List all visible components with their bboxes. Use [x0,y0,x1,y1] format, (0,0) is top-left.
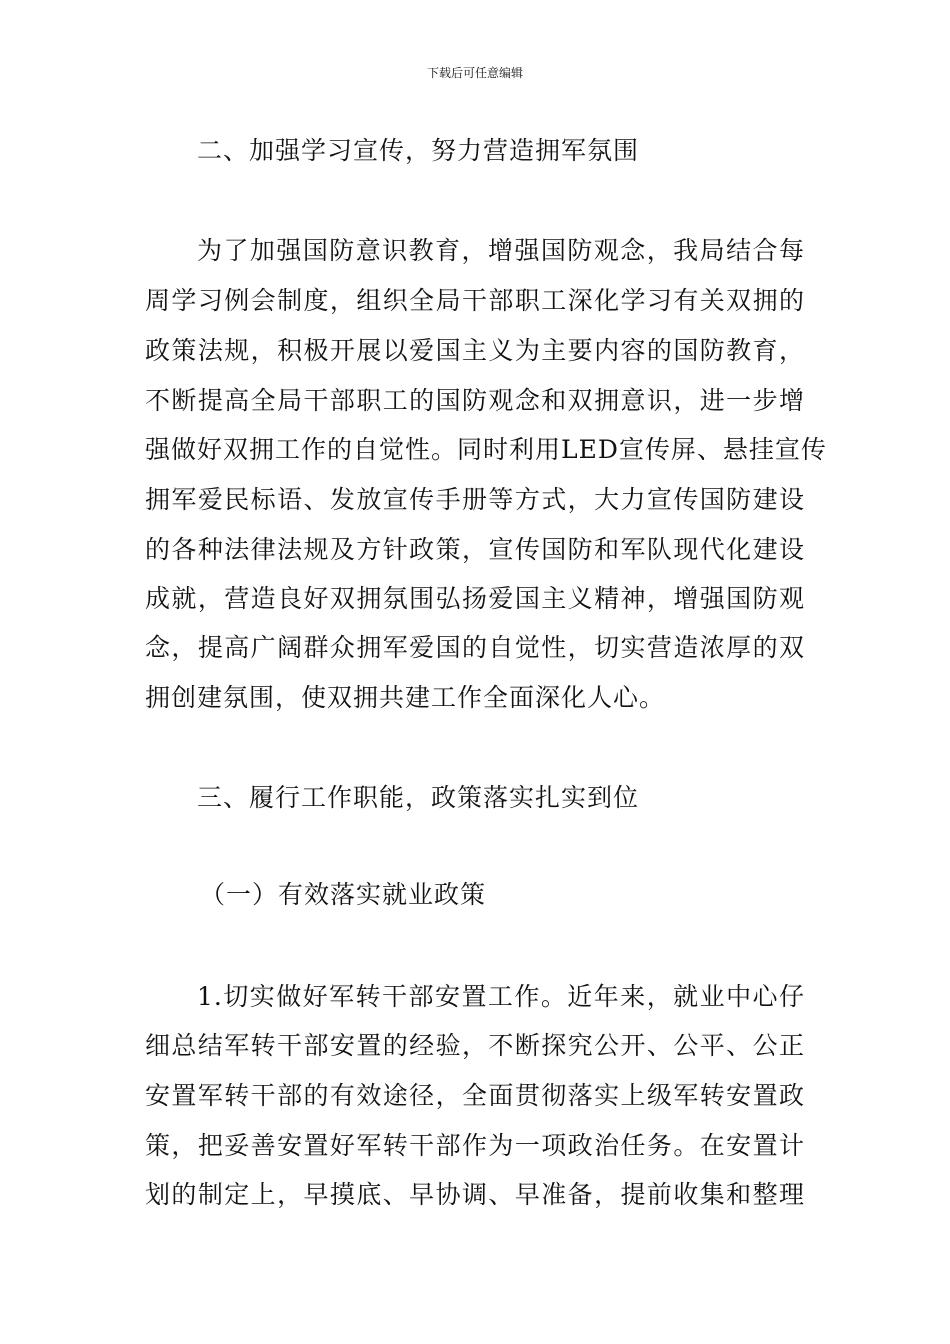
page-header-note: 下载后可任意编辑 [426,66,523,80]
subsection-heading-1: （一）有效落实就业政策 [200,880,487,909]
paragraph-1-line: 政策法规，积极开展以爱国主义为主要内容的国防教育， [145,336,805,365]
paragraph-1-line: 不断提高全局干部职工的国防观念和双拥意识，进一步增 [145,386,805,415]
paragraph-1-line: 成就，营造良好双拥氛围弘扬爱国主义精神，增强国防观 [145,584,805,613]
paragraph-1-line: 拥创建氛围，使双拥共建工作全面深化人心。 [145,683,666,712]
paragraph-1-line: 念，提高广阔群众拥军爱国的自觉性，切实营造浓厚的双 [145,633,805,662]
paragraph-1-line: 的各种法律法规及方针政策，宣传国防和军队现代化建设 [145,535,805,564]
paragraph-1-line: 拥军爱民标语、发放宣传手册等方式，大力宣传国防建设 [145,485,805,514]
paragraph-2-line: 策，把妥善安置好军转干部作为一项政治任务。在安置计 [145,1131,805,1160]
section-heading-2: 二、加强学习宣传，努力营造拥军氛围 [197,136,640,165]
paragraph-2-line: 1.切实做好军转干部安置工作。近年来，就业中心仔 [197,982,805,1011]
paragraph-1-line: 周学习例会制度，组织全局干部职工深化学习有关双拥的 [145,286,805,315]
paragraph-1-line: 强做好双拥工作的自觉性。同时利用LED宣传屏、悬挂宣传 [145,435,827,464]
paragraph-1-line: 为了加强国防意识教育，增强国防观念，我局结合每 [197,236,805,265]
paragraph-2-line: 划的制定上，早摸底、早协调、早准备，提前收集和整理 [145,1180,805,1209]
section-heading-3: 三、履行工作职能，政策落实扎实到位 [197,783,640,812]
paragraph-2-line: 安置军转干部的有效途径，全面贯彻落实上级军转安置政 [145,1081,805,1110]
paragraph-2-line: 细总结军转干部安置的经验，不断探究公开、公平、公正 [145,1031,805,1060]
